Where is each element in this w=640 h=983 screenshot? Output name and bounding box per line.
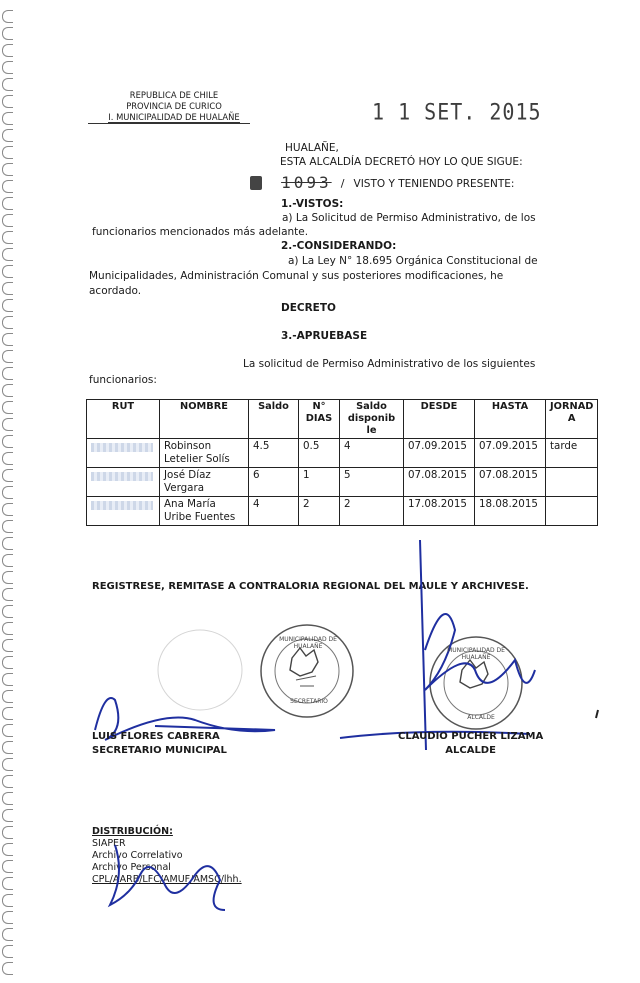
cell-nombre: Ana María Uribe Fuentes [160, 497, 249, 526]
binding-ring [2, 367, 13, 380]
permits-table [86, 399, 598, 526]
distribution-item: SIAPER [92, 838, 126, 849]
redaction-mark [91, 501, 153, 510]
binding-ring [2, 146, 13, 159]
letterhead [94, 90, 254, 123]
col-rut: RUT [87, 400, 160, 439]
binding-ring [2, 928, 13, 941]
col-disponible: Saldo disponib le [340, 400, 404, 439]
binding-ring [2, 809, 13, 822]
vistos-heading: 1.-VISTOS: [281, 198, 344, 210]
table-row [87, 468, 598, 497]
binding-ring [2, 180, 13, 193]
cell-desde: 07.08.2015 [404, 468, 475, 497]
letterhead-rule [88, 123, 250, 124]
mayor-seal-bottom-text: ALCALDE [467, 714, 495, 721]
binding-ring [2, 792, 13, 805]
solicitud-text: La solicitud de Permiso Administrativo de los siguientes [243, 358, 536, 370]
cell-saldo: 6 [249, 468, 299, 497]
binding-ring [2, 10, 13, 23]
binding-ring [2, 163, 13, 176]
binding-ring [2, 95, 13, 108]
cell-saldo: 4.5 [249, 439, 299, 468]
binding-ring [2, 401, 13, 414]
registrese-line: REGISTRESE, REMITASE A CONTRALORIA REGIONAL DEL MAULE Y ARCHIVESE. [92, 581, 529, 592]
binding-ring [2, 27, 13, 40]
redaction-mark [91, 443, 153, 452]
binding-ring [2, 469, 13, 482]
number-stamp-icon [250, 176, 262, 190]
rut-cell-redacted [87, 439, 160, 468]
faint-circle-mark [158, 630, 242, 710]
binding-ring [2, 231, 13, 244]
cell-disponible: 4 [340, 439, 404, 468]
binding-ring [2, 894, 13, 907]
secretary-seal-top-text: MUNICIPALIDAD DE HUALAÑE [279, 636, 337, 650]
cell-desde: 17.08.2015 [404, 497, 475, 526]
binding-ring [2, 843, 13, 856]
binding-ring [2, 78, 13, 91]
slash: / [340, 177, 345, 190]
distribution-heading: DISTRIBUCIÓN: [92, 826, 173, 837]
binding-ring [2, 452, 13, 465]
binding-ring [2, 61, 13, 74]
rut-cell-redacted [87, 497, 160, 526]
considerando-text-end: acordado. [89, 285, 142, 297]
binding-ring [2, 112, 13, 125]
cell-nombre: José Díaz Vergara [160, 468, 249, 497]
col-hasta: HASTA [475, 400, 546, 439]
binding-ring [2, 962, 13, 975]
distribution-item: CPL/AARB/LFC/AMUF/AMSC/lhh. [92, 874, 242, 885]
secretary-title: SECRETARIO MUNICIPAL [92, 745, 227, 756]
binding-ring [2, 945, 13, 958]
binding-ring [2, 316, 13, 329]
binding-ring [2, 826, 13, 839]
binding-ring [2, 418, 13, 431]
binding-ring [2, 265, 13, 278]
visto-line: VISTO Y TENIENDO PRESENTE: [353, 178, 515, 190]
binding-ring [2, 333, 13, 346]
stray-mark [596, 710, 598, 718]
secretary-block [92, 730, 227, 758]
mayor-name: CLAUDIO PUCHER LIZAMA [398, 731, 544, 742]
distribution-item: Archivo Personal [92, 862, 171, 873]
initials-signature-mark [100, 835, 250, 915]
decree-number-row [250, 172, 514, 192]
place: HUALAÑE, [285, 142, 339, 154]
cell-disponible: 5 [340, 468, 404, 497]
cell-dias: 1 [299, 468, 340, 497]
cell-dias: 0.5 [299, 439, 340, 468]
binding-ring [2, 282, 13, 295]
letterhead-line: PROVINCIA DE CURICO [126, 101, 222, 111]
table-header-row [87, 400, 598, 439]
col-saldo: Saldo [249, 400, 299, 439]
table-row [87, 439, 598, 468]
binding-ring [2, 299, 13, 312]
decree-number: 1093 [281, 173, 332, 192]
secretary-name: LUIS FLORES CABRERA [92, 731, 220, 742]
cell-desde: 07.09.2015 [404, 439, 475, 468]
cell-dias: 2 [299, 497, 340, 526]
table-row [87, 497, 598, 526]
distribution-item: Archivo Correlativo [92, 850, 183, 861]
binding-ring [2, 486, 13, 499]
cell-jornada: tarde [546, 439, 598, 468]
decreto-heading: DECRETO [281, 302, 336, 314]
mayor-seal-top-text: MUNICIPALIDAD DE HUALAÑE [447, 647, 505, 661]
binding-ring [2, 860, 13, 873]
col-desde: DESDE [404, 400, 475, 439]
binding-ring [2, 384, 13, 397]
cell-hasta: 07.08.2015 [475, 468, 546, 497]
binding-ring [2, 911, 13, 924]
binding-ring [2, 435, 13, 448]
binding-ring [2, 877, 13, 890]
solicitud-text-cont: funcionarios: [89, 374, 157, 386]
cell-nombre: Robinson Letelier Solís [160, 439, 249, 468]
apruebase-heading: 3.-APRUEBASE [281, 330, 368, 342]
cell-hasta: 18.08.2015 [475, 497, 546, 526]
col-nombre: NOMBRE [160, 400, 249, 439]
decree-line: ESTA ALCALDÍA DECRETÓ HOY LO QUE SIGUE: [280, 156, 523, 168]
considerando-text-cont: Municipalidades, Administración Comunal y sus posteriores modificaciones, he [89, 270, 504, 282]
vistos-text-cont: funcionarios mencionados más adelante. [92, 226, 309, 238]
binding-ring [2, 44, 13, 57]
considerando-text: a) La Ley N° 18.695 Orgánica Constitucional de [288, 255, 538, 267]
vistos-text: a) La Solicitud de Permiso Administrativo, de los [282, 212, 536, 224]
mayor-block [398, 730, 543, 758]
cell-hasta: 07.09.2015 [475, 439, 546, 468]
considerando-heading: 2.-CONSIDERANDO: [281, 240, 397, 252]
redaction-mark [91, 472, 153, 481]
cell-jornada [546, 468, 598, 497]
binding-ring [2, 503, 13, 516]
col-jornada: JORNAD A [546, 400, 598, 439]
col-dias: N° DIAS [299, 400, 340, 439]
letterhead-line: REPUBLICA DE CHILE [129, 90, 219, 100]
binding-ring [2, 350, 13, 363]
cell-saldo: 4 [249, 497, 299, 526]
cell-disponible: 2 [340, 497, 404, 526]
rut-cell-redacted [87, 468, 160, 497]
binding-ring [2, 197, 13, 210]
cell-jornada [546, 497, 598, 526]
binding-ring [2, 129, 13, 142]
letterhead-municipality: I. MUNICIPALIDAD DE HUALAÑE [108, 112, 240, 122]
binding-ring [2, 214, 13, 227]
binding-ring [2, 248, 13, 261]
mayor-title: ALCALDE [445, 745, 496, 756]
date-stamp: 1 1 SET. 2015 [372, 98, 542, 126]
secretary-seal-bottom-text: SECRETARIO [290, 698, 328, 705]
